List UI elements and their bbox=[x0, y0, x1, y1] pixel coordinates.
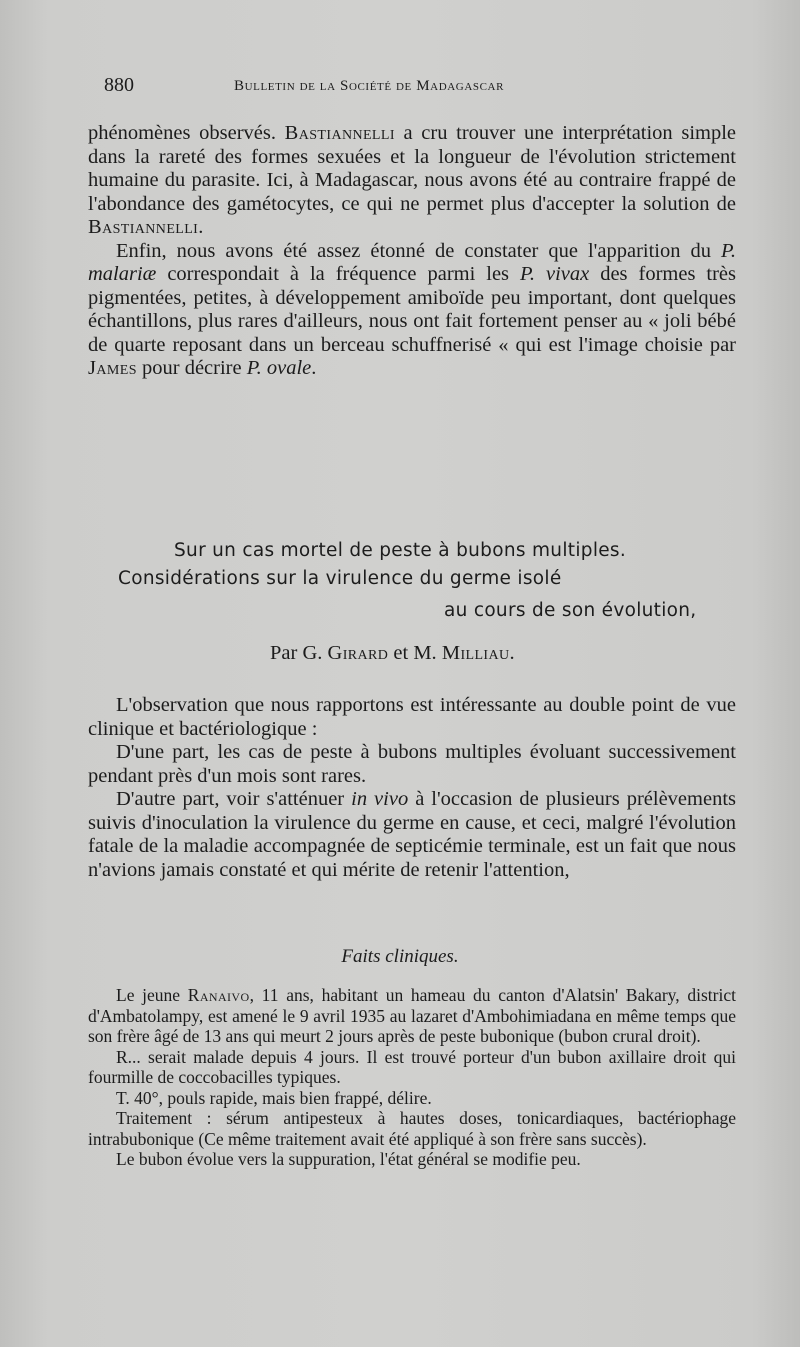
section-heading: Faits cliniques. bbox=[341, 946, 459, 967]
species-name: P. vivax bbox=[520, 263, 590, 285]
paragraph: Le jeune Ranaivo, 11 ans, habitant un hameau du canton d'Alatsin' Bakary, district d'Ambatolampy, est amené le 9 avril 1935 au lazaret d'Ambohimiadana en même temps que son frère âgé de 13 ans qui meurt 2 jours après de peste bubonique (bubon crural droit). bbox=[88, 985, 736, 1046]
latin-phrase: in vivo bbox=[351, 788, 409, 810]
author-name: Bastiannelli bbox=[88, 216, 199, 238]
page-number: 880 bbox=[104, 74, 134, 96]
patient-name: Ranaivo bbox=[187, 985, 250, 1005]
article-title-line-3: au cours de son évolution, bbox=[444, 600, 697, 621]
byline: Par G. Girard et M. Milliau. bbox=[270, 642, 515, 664]
paragraph: Traitement : sérum antipesteux à hautes doses, tonicardiaques, bactériophage intrabubonique (Ce même traitement avait été appliqué à son frère sans succès). bbox=[88, 1108, 736, 1149]
species-name: P. malariæ bbox=[88, 239, 736, 285]
author-name: Girard bbox=[327, 642, 389, 664]
article-title-line-2: Considérations sur la virulence du germe isolé bbox=[118, 568, 562, 589]
running-title: Bulletin de la Société de Madagascar bbox=[234, 78, 505, 94]
author-name: James bbox=[88, 357, 137, 379]
page-header bbox=[104, 74, 704, 104]
paragraph: L'observation que nous rapportons est intéressante au double point de vue clinique et bactériologique : bbox=[88, 694, 736, 740]
species-name: P. ovale bbox=[246, 357, 312, 379]
clinical-facts-text bbox=[88, 985, 736, 1170]
author-name: Bastiannelli bbox=[284, 122, 395, 144]
paragraph: phénomènes observés. Bastiannelli a cru trouver une interprétation simple dans la rareté des formes sexuées et la longueur de l'évolution strictement humaine du parasite. Ici, à Madagascar, nous avons été au contraire frappé de l'abondance des gamétocytes, ce qui ne permet plus d'accepter la solution de Bastiannelli. bbox=[88, 122, 737, 238]
previous-article-text bbox=[88, 122, 736, 381]
article-body bbox=[88, 694, 736, 882]
paragraph: Le bubon évolue vers la suppuration, l'état général se modifie peu. bbox=[116, 1149, 581, 1169]
paragraph: Enfin, nous avons été assez étonné de constater que l'apparition du P. malariæ correspondait à la fréquence parmi les P. vivax des formes très pigmentées, petites, à développement amiboïde peu important, dont quelques échantillons, plus rares d'ailleurs, nous ont fait fortement penser au « joli bébé de quarte reposant dans un berceau schuffnerisé « qui est l'image choisie par James pour décrire P. ovale. bbox=[88, 239, 736, 379]
paragraph: D'autre part, voir s'atténuer in vivo à l'occasion de plusieurs prélèvements suivis d'inoculation la virulence du germe en cause, et ceci, malgré l'évolution fatale de la maladie accompagnée de septicémie terminale, est un fait que nous n'avions jamais constaté et qui mérite de retenir l'attention, bbox=[88, 788, 736, 881]
paragraph: D'une part, les cas de peste à bubons multiples évoluant successivement pendant près d'un mois sont rares. bbox=[88, 741, 736, 787]
article-title-line-1: Sur un cas mortel de peste à bubons multiples. bbox=[174, 540, 627, 561]
paragraph: T. 40°, pouls rapide, mais bien frappé, délire. bbox=[116, 1087, 432, 1108]
author-name: Milliau bbox=[441, 642, 510, 664]
paragraph: R... serait malade depuis 4 jours. Il est trouvé porteur d'un bubon axillaire droit qui fourmille de coccobacilles typiques. bbox=[88, 1046, 736, 1087]
